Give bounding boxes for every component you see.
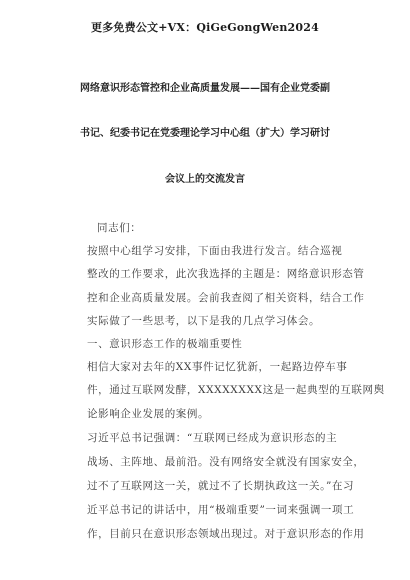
title-line-1: 网络意识形态管控和企业高质量发展——国有企业党委副 (80, 83, 330, 94)
paragraph-line: 控和企业高质量发展。会前我查阅了相关资料，结合工作 (87, 292, 365, 304)
section-heading: 一、意识形态工作的极端重要性 (87, 338, 243, 350)
paragraph-line: 件，通过互联网发酵，XXXXXXXX这是一起典型的互联网舆 (87, 384, 385, 396)
salutation: 同志们： (97, 222, 142, 234)
paragraph-line: 论影响企业发展的案例。 (87, 408, 210, 420)
paragraph-line: 习近平总书记强调：“互联网已经成为意识形态的主 (87, 432, 338, 444)
paragraph-line: 实际做了一些思考，以下是我的几点学习体会。 (87, 315, 321, 327)
title-line-2: 书记、纪委书记在党委理论学习中心组（扩大）学习研讨 (80, 128, 330, 139)
paragraph-line: 战场、主阵地、最前沿。没有网络安全就没有国家安全， (87, 456, 365, 468)
title-line-3: 会议上的交流发言 (165, 174, 245, 185)
paragraph-line: 整改的工作要求，此次我选择的主题是：网络意识形态管 (87, 268, 365, 280)
paragraph-line: 作，目前只在意识形态领域出现过。对于意识形态的作用 (87, 528, 365, 540)
paragraph-line: 近平总书记的讲话中，用“极端重要”一词来强调一项工 (87, 504, 355, 516)
page-header-watermark: 更多免费公文+VX：QiGeGongWen2024 (91, 21, 319, 34)
paragraph-line: 按照中心组学习安排，下面由我进行发言。结合巡视 (87, 245, 343, 257)
paragraph-line: 相信大家对去年的XX事件记忆犹新，一起路边停车事 (87, 361, 348, 373)
paragraph-line: 过不了互联网这一关，就过不了长期执政这一关。”在习 (87, 480, 355, 492)
